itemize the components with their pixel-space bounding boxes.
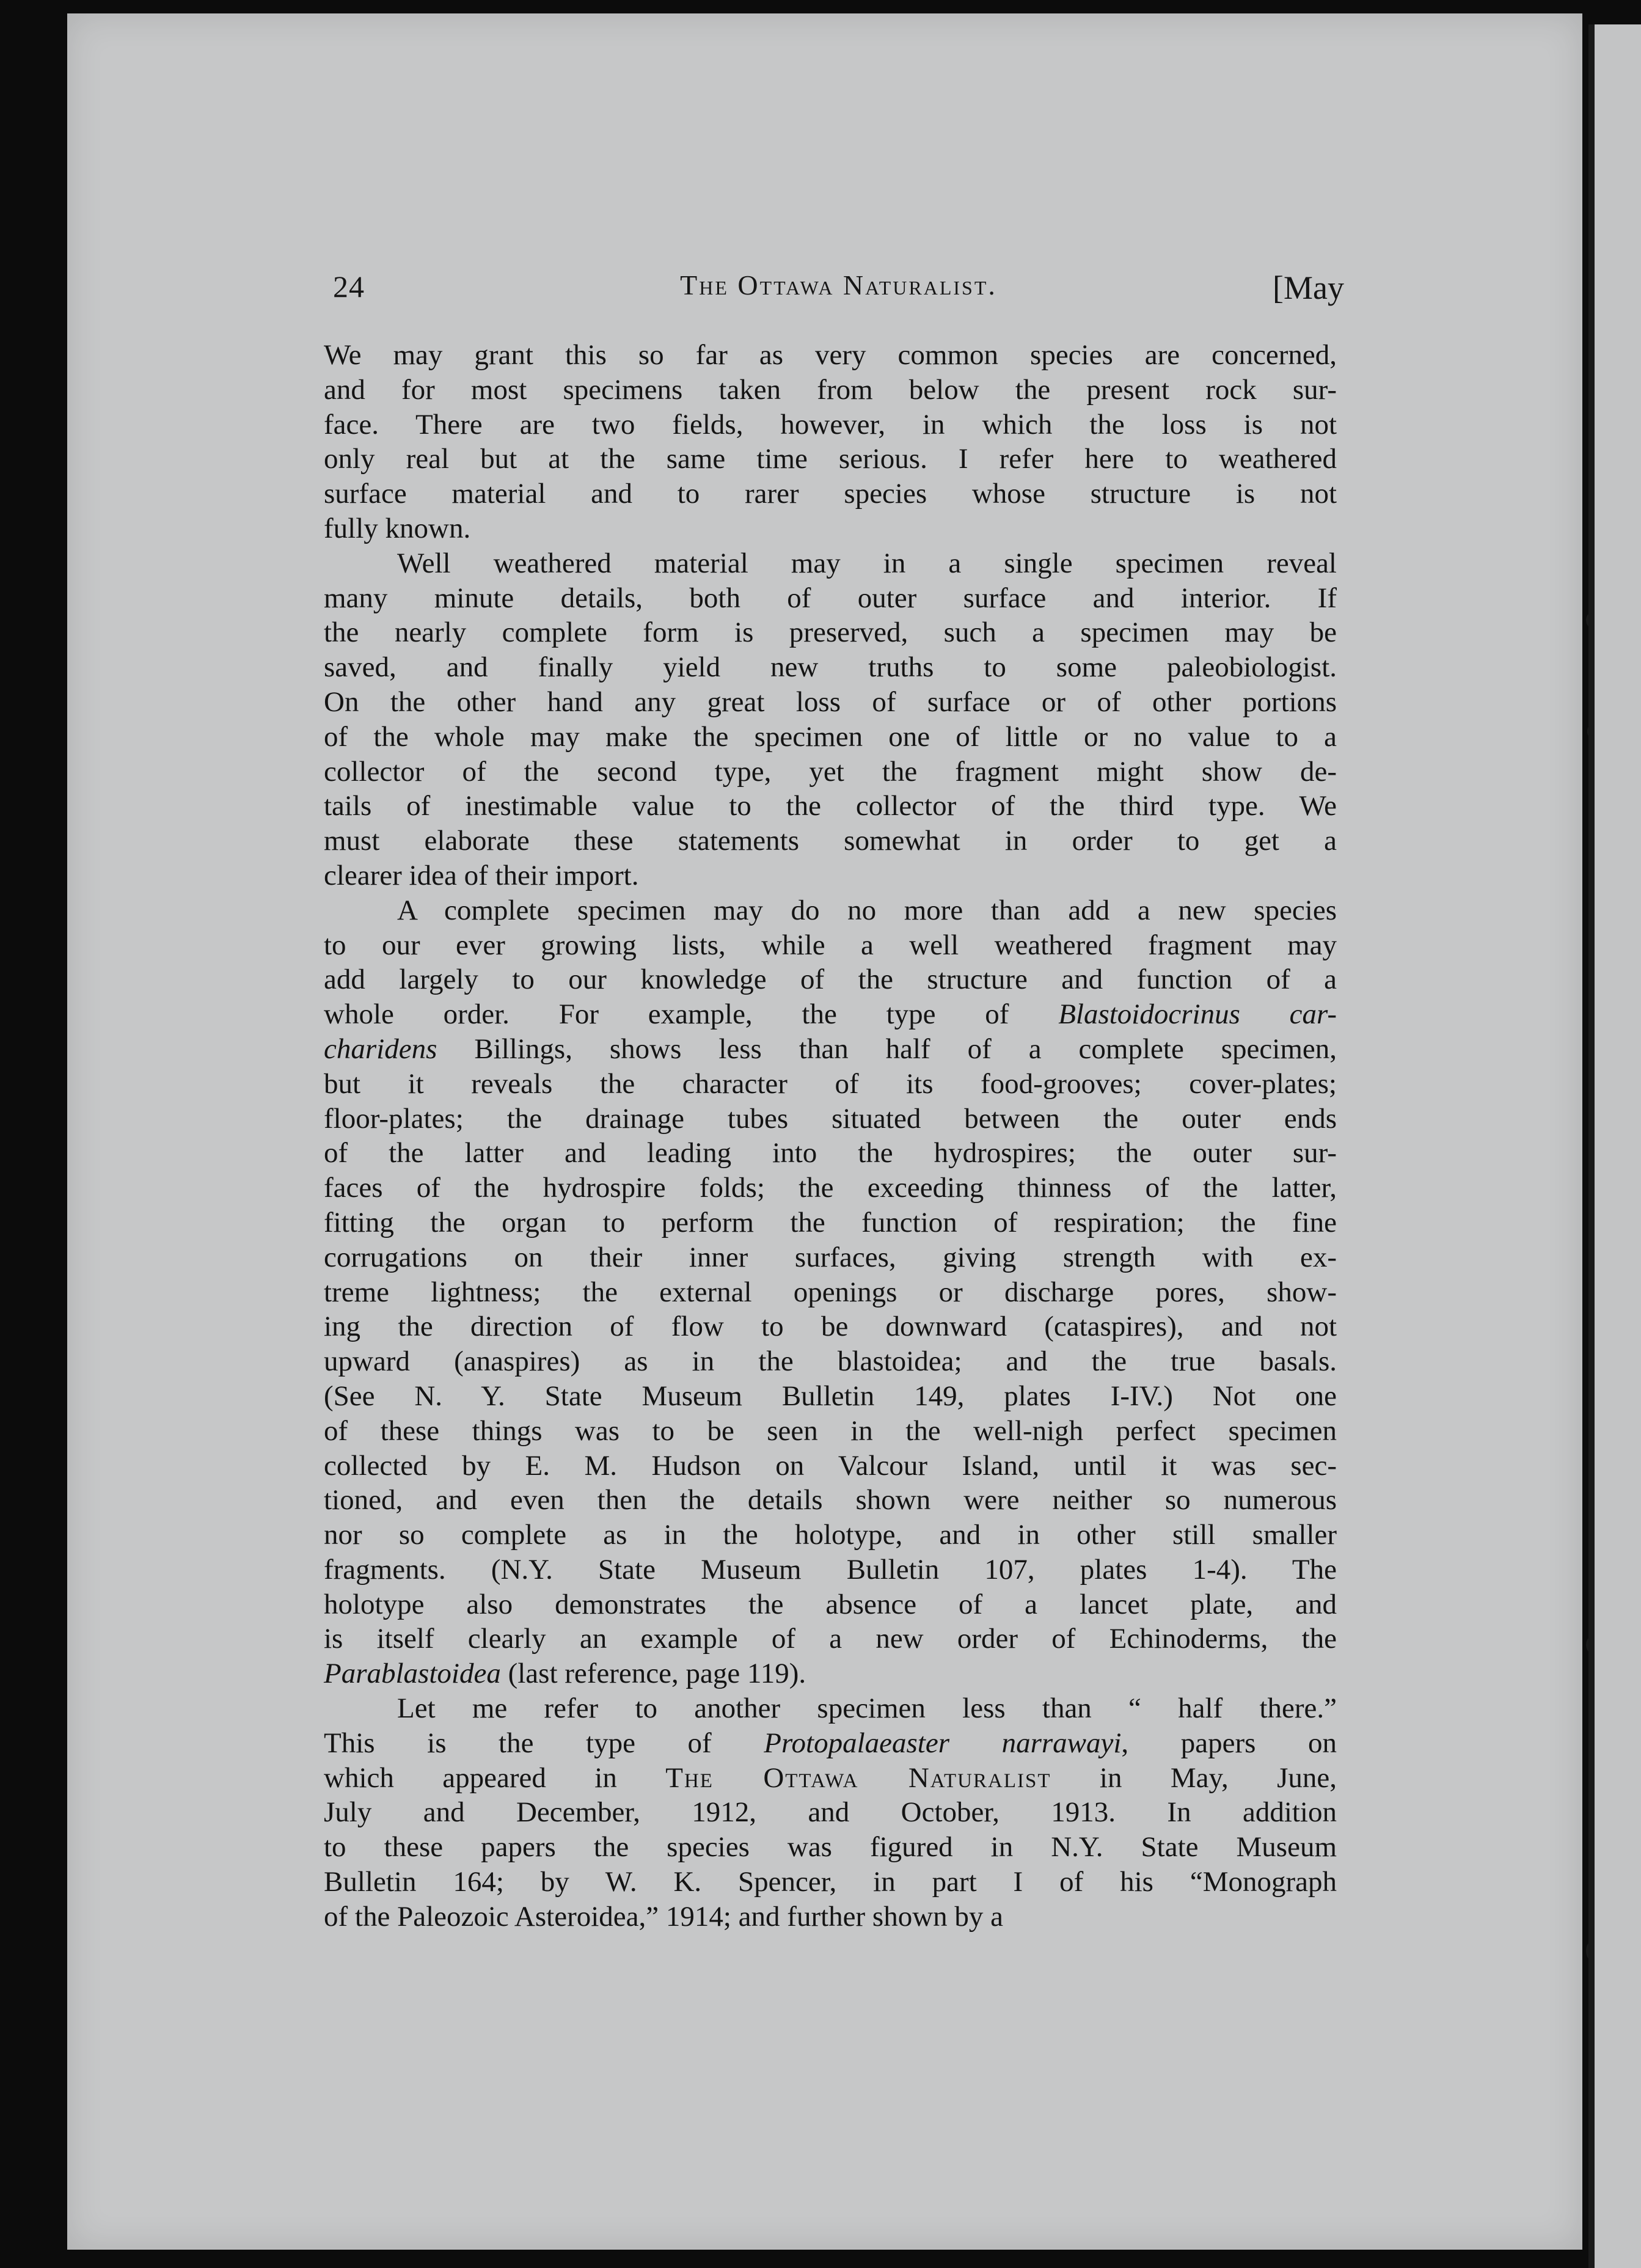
text-line: On the other hand any great loss of surface or of other portions (324, 686, 1337, 718)
page-number: 24 (333, 269, 365, 304)
text-line: treme lightness; the external openings or discharge pores, show- (324, 1276, 1337, 1308)
text-line: faces of the hydrospire folds; the exceeding thinness of the latter, (324, 1172, 1337, 1204)
text-line: to these papers the species was figured in N.Y. State Museum (324, 1831, 1337, 1864)
text-line: floor-plates; the drainage tubes situated between the outer ends (324, 1102, 1337, 1135)
margin-mark (1586, 613, 1595, 627)
text-line: face. There are two fields, however, in which the loss is not (324, 408, 1337, 441)
text-line: of the Paleozoic Asteroidea,” 1914; and further shown by a (324, 1900, 1004, 1933)
text-line: and for most specimens taken from below the present rock sur- (324, 373, 1337, 406)
text-line: must elaborate these statements somewhat in order to get a (324, 825, 1337, 857)
text-line: upward (anaspires) as in the blastoidea; and the true basals. (324, 1345, 1337, 1378)
margin-mark (1587, 726, 1593, 737)
text-line: but it reveals the character of its food-grooves; cover-plates; (324, 1067, 1337, 1100)
text-line: is itself clearly an example of a new order of Echinoderms, the (324, 1623, 1337, 1655)
text-line: of the latter and leading into the hydrospires; the outer sur- (324, 1137, 1337, 1169)
text-line: Bulletin 164; by W. K. Spencer, in part I of his “Monograph (324, 1866, 1337, 1898)
text-line: tioned, and even then the details shown were neither so numerous (324, 1484, 1337, 1516)
text-line: collector of the second type, yet the fragment might show de- (324, 755, 1337, 788)
text-line: Parablastoidea (last reference, page 119). (324, 1658, 806, 1690)
text-line: the nearly complete form is preserved, such a specimen may be (324, 616, 1337, 649)
text-line: corrugations on their inner surfaces, giving strength with ex- (324, 1241, 1337, 1273)
text-line: to our ever growing lists, while a well weathered fragment may (324, 929, 1337, 961)
text-line: surface material and to rarer species whose structure is not (324, 478, 1337, 510)
text-line: We may grant this so far as very common species are concerned, (324, 339, 1337, 371)
binding-edge (1588, 24, 1595, 2268)
text-line: Let me refer to another specimen less than “ half there.” (397, 1692, 1337, 1725)
text-line: This is the type of Protopalaeaster narrawayi, papers on (324, 1727, 1337, 1759)
text-line: ing the direction of flow to be downward (cataspires), and not (324, 1311, 1337, 1343)
text-line: of the whole may make the specimen one of little or no value to a (324, 720, 1337, 753)
margin-mark (1586, 1943, 1593, 1959)
text-line: of these things was to be seen in the well-nigh perfect specimen (324, 1414, 1337, 1447)
text-line: holotype also demonstrates the absence of a lancet plate, and (324, 1588, 1337, 1620)
text-line: only real but at the same time serious. I refer here to weathered (324, 443, 1337, 475)
text-line: July and December, 1912, and October, 1913. In addition (324, 1796, 1337, 1829)
text-line: many minute details, both of outer surface and interior. If (324, 582, 1337, 614)
margin-mark (1586, 1637, 1595, 1652)
text-line: Well weathered material may in a single specimen reveal (397, 547, 1337, 579)
text-line: collected by E. M. Hudson on Valcour Island, until it was sec- (324, 1449, 1337, 1482)
text-line: which appeared in The Ottawa Naturalist in May, June, (324, 1761, 1337, 1794)
text-line: saved, and finally yield new truths to some paleobiologist. (324, 651, 1337, 684)
text-line: fully known. (324, 512, 471, 544)
issue-month: [May (1273, 269, 1344, 306)
text-line: fitting the organ to perform the function of respiration; the fine (324, 1206, 1337, 1238)
paragraph (324, 893, 1337, 1691)
article-body (324, 338, 1337, 1934)
text-line: nor so complete as in the holotype, and in other still smaller (324, 1519, 1337, 1551)
text-line: tails of inestimable value to the collector of the third type. We (324, 790, 1337, 822)
text-line: clearer idea of their import. (324, 859, 639, 891)
running-header (333, 269, 1344, 312)
text-line: fragments. (N.Y. State Museum Bulletin 107, plates 1-4). The (324, 1553, 1337, 1586)
text-line: (See N. Y. State Museum Bulletin 149, plates I-IV.) Not one (324, 1380, 1337, 1412)
journal-title: The Ottawa Naturalist. (680, 269, 997, 301)
facing-page-edge (1588, 24, 1641, 2268)
text-line: add largely to our knowledge of the structure and function of a (324, 964, 1337, 996)
paragraph (324, 546, 1337, 893)
text-line: charidens Billings, shows less than half of a complete specimen, (324, 1033, 1337, 1065)
text-line: whole order. For example, the type of Blastoidocrinus car- (324, 998, 1337, 1031)
text-line: A complete specimen may do no more than add a new species (397, 894, 1337, 926)
paragraph (324, 338, 1337, 546)
paragraph (324, 1691, 1337, 1934)
